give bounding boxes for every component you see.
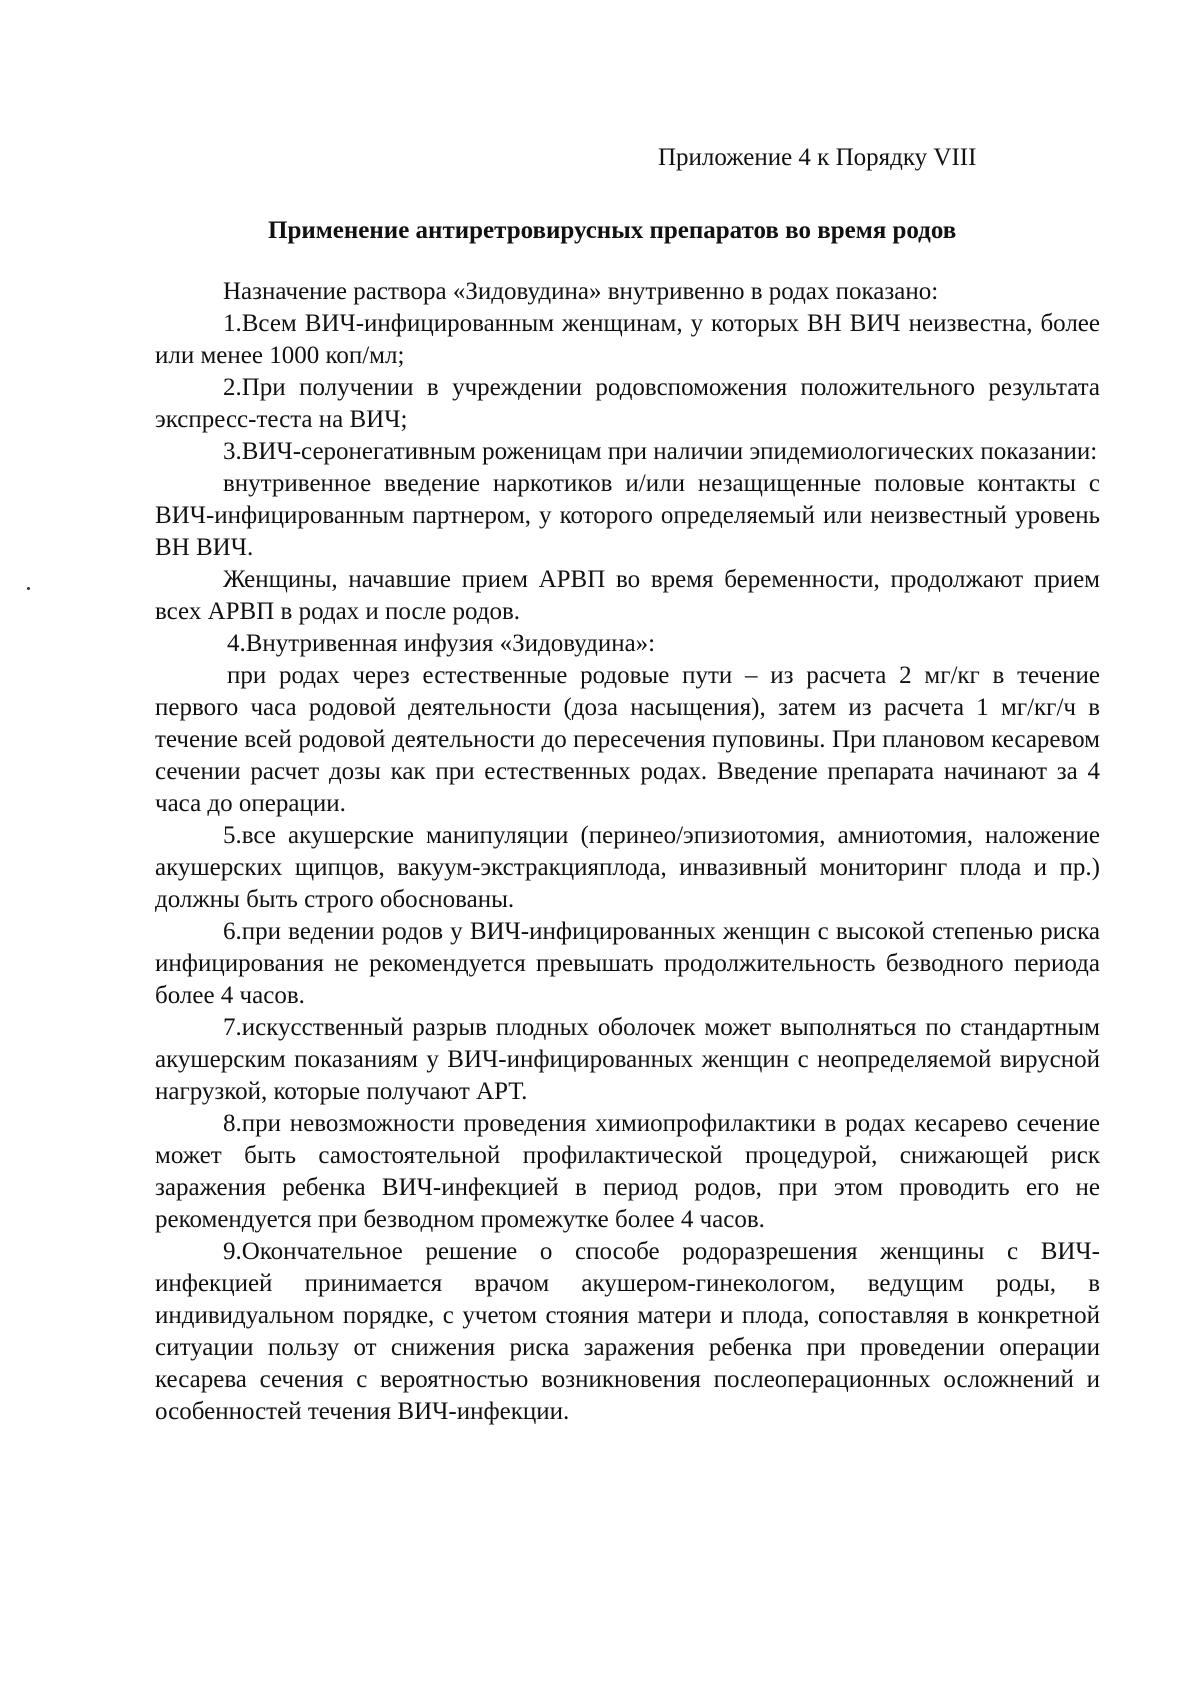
document-body [155,276,1100,1428]
paragraph-item-3: 3.ВИЧ-серонегативным роженицам при наличии эпидемиологических показании: [223,438,1098,465]
paragraph-item-1: 1.Всем ВИЧ-инфицированным женщинам, у которых ВН ВИЧ неизвестна, более или менее 1000 коп/мл; [155,310,1100,369]
paragraph-item-4-details: при родах через естественные родовые пути – из расчета 2 мг/кг в течение первого часа родовой деятельности (доза насыщения), затем из расчета 1 мг/кг/ч в течение всей родовой деятельности до пересечения пуповины. При плановом кесаревом сечении расчет дозы как при естественных родах. Введение препарата начинают за 4 часа до операции. [155,662,1100,817]
paragraph-intro: Назначение раствора «Зидовудина» внутривенно в родах показано: [223,278,939,305]
paragraph-item-3-details: внутривенное введение наркотиков и/или незащищенные половые контакты с ВИЧ-инфицированным партнером, у которого определяемый или неизвестный уровень ВН ВИЧ. [155,470,1100,561]
paragraph-item-5: 5.все акушерские манипуляции (перинео/эпизиотомия, амниотомия, наложение акушерских щипцов, вакуум-экстракцияплода, инвазивный мониторинг плода и пр.) должны быть строго обоснованы. [155,822,1100,913]
paragraph-continuation-note: Женщины, начавшие прием АРВП во время беременности, продолжают прием всех АРВП в родах и после родов. [155,566,1100,625]
paragraph-item-9: 9.Окончательное решение о способе родоразрешения женщины с ВИЧ-инфекцией принимается врачом акушером-гинекологом, ведущим роды, в индивидуальном порядке, с учетом стояния матери и плода, сопоставляя в конкретной ситуации пользу от снижения риска заражения ребенка при проведении операции кесарева сечения с вероятностью возникновения послеоперационных осложнений и особенностей течения ВИЧ-инфекции. [155,1238,1100,1425]
paragraph-item-4: 4.Внутривенная инфузия «Зидовудина»: [227,630,656,657]
paragraph-item-6: 6.при ведении родов у ВИЧ-инфицированных женщин с высокой степенью риска инфицирования не рекомендуется превышать продолжительность безводного периода более 4 часов. [155,918,1100,1009]
paragraph-item-7: 7.искусственный разрыв плодных оболочек может выполняться по стандартным акушерским показаниям у ВИЧ-инфицированных женщин с неопределяемой вирусной нагрузкой, которые получают АРТ. [155,1014,1100,1105]
document-title: Применение антиретровирусных препаратов во время родов [268,217,957,244]
paragraph-item-2: 2.При получении в учреждении родовспоможения положительного результата экспресс-теста на ВИЧ; [155,374,1100,433]
annex-label: Приложение 4 к Порядку VIII [658,144,977,171]
paragraph-item-8: 8.при невозможности проведения химиопрофилактики в родах кесарево сечение может быть самостоятельной профилактической процедурой, снижающей риск заражения ребенка ВИЧ-инфекцией в период родов, при этом проводить его не рекомендуется при безводном промежутке более 4 часов. [155,1110,1100,1233]
scan-dot [27,587,30,590]
